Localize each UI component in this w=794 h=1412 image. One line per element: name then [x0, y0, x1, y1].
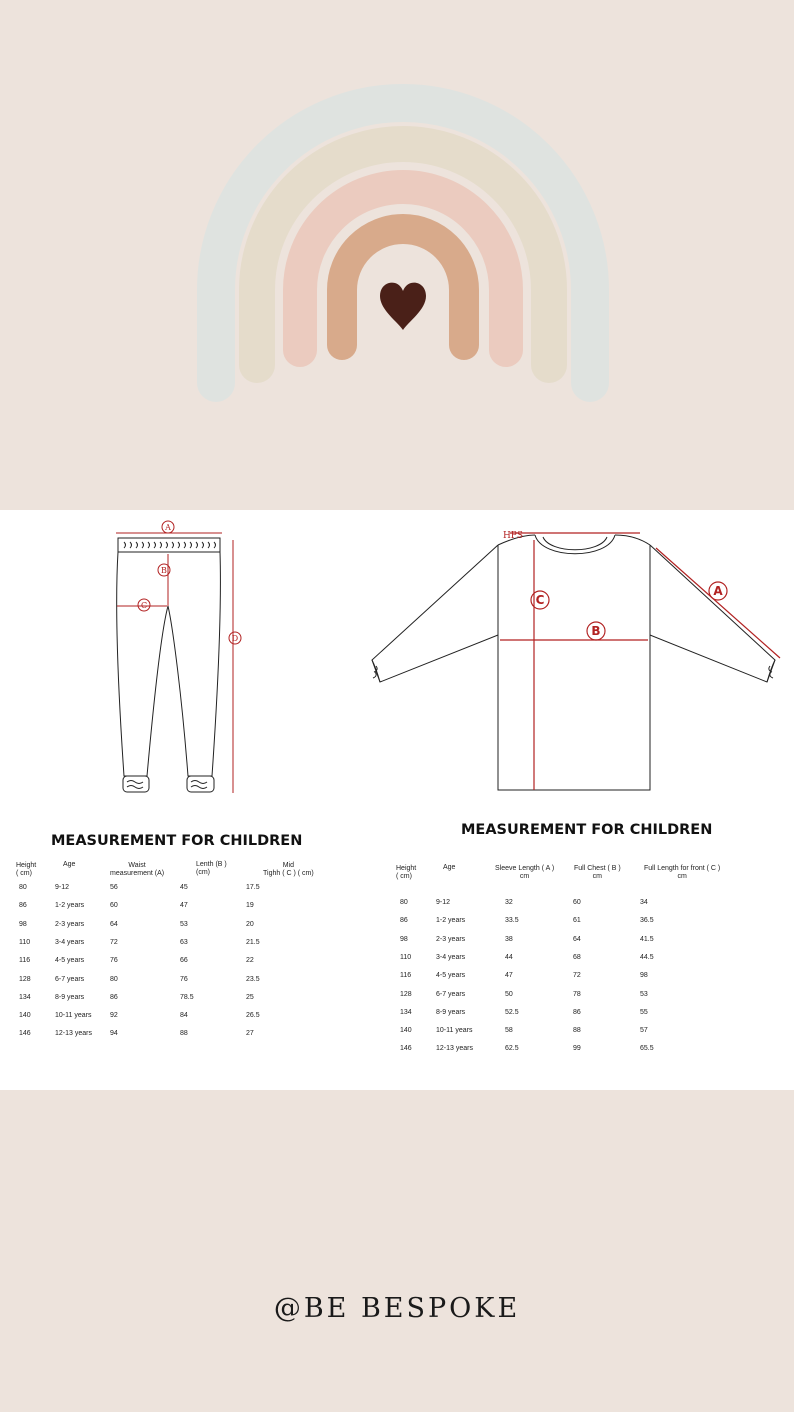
pants-table-cell: 9-12	[55, 884, 70, 891]
top-table-cell: 134	[400, 1008, 412, 1016]
top-table-cell: 44.5	[640, 953, 654, 961]
top-diagram	[360, 520, 790, 800]
rainbow-illustration	[0, 0, 794, 510]
top-table-cell: 68	[573, 953, 581, 961]
top-sleeve-left	[372, 545, 498, 682]
pants-table-cell: 140	[19, 1012, 31, 1020]
top-table-cell: 2-3 years	[436, 935, 466, 943]
pants-table-cell: 63	[180, 938, 188, 946]
pants-table-cell: 10-11 years	[55, 1012, 92, 1020]
pants-table-cell: 56	[110, 884, 118, 891]
pants-table-cell: 78.5	[180, 993, 194, 1001]
pants-table-cell: 3-4 years	[55, 938, 85, 946]
top-table-cell: 64	[573, 935, 581, 943]
pants-table-cell: 88	[180, 1030, 188, 1038]
pants-table-cell: 86	[19, 902, 27, 910]
pants-table-cell: 25	[246, 993, 254, 1001]
top-table-cell: 50	[505, 990, 513, 998]
top-table-cell: 34	[640, 899, 648, 906]
brand-name: @BE BESPOKE	[273, 1293, 521, 1324]
top-table-cell: 58	[505, 1027, 513, 1035]
top-table-cell: 86	[400, 917, 408, 925]
top-table-cell: 140	[400, 1027, 412, 1035]
pants-table-cell: 86	[110, 993, 118, 1001]
top-table-cell: 9-12	[436, 899, 451, 906]
top-table-cell: 110	[400, 953, 412, 961]
top-table-cell: 65.5	[640, 1045, 654, 1053]
top-header-height: Height ( cm)	[396, 865, 417, 880]
pants-outline	[117, 552, 221, 776]
top-collar	[543, 537, 607, 550]
top-table-cell: 38	[505, 935, 513, 943]
pants-table-cell: 72	[110, 938, 118, 946]
top-table-cell: 52.5	[505, 1008, 519, 1016]
pants-table-cell: 80	[19, 884, 27, 891]
top-table-cell: 55	[640, 1008, 648, 1016]
pants-table-cell: 98	[19, 920, 27, 928]
pants-table-cell: 94	[110, 1030, 118, 1038]
top-sleeve-right	[650, 545, 775, 682]
top-table-title: MEASUREMENT FOR CHILDREN	[461, 822, 713, 838]
top-label-b: B	[591, 624, 601, 638]
pants-table-cell: 6-7 years	[55, 975, 85, 983]
pants-table-cell: 19	[246, 902, 254, 910]
top-table-cell: 98	[400, 935, 408, 943]
pants-table-cell: 76	[110, 957, 118, 965]
top-table-cell: 33.5	[505, 917, 519, 925]
top-table-cell: 98	[640, 972, 648, 980]
footer-panel	[0, 1090, 794, 1412]
top-table-cell: 6-7 years	[436, 990, 466, 998]
pants-label-d: D	[231, 634, 239, 643]
pants-table-cell: 80	[110, 975, 118, 983]
pants-cuff-right	[187, 776, 214, 792]
top-table-cell: 86	[573, 1008, 581, 1016]
top-table-cell: 116	[400, 972, 412, 980]
pants-header-height: Height ( cm)	[16, 862, 37, 877]
pants-table-cell: 53	[180, 920, 188, 928]
top-table-cell: 41.5	[640, 935, 654, 943]
top-table-cell: 62.5	[505, 1045, 519, 1053]
pants-table-cell: 8-9 years	[55, 993, 85, 1001]
top-table-cell: 1-2 years	[436, 917, 466, 925]
pants-table-title: MEASUREMENT FOR CHILDREN	[51, 833, 303, 849]
pants-label-c: C	[140, 601, 148, 610]
pants-label-b: B	[161, 566, 167, 575]
top-table-cell: 53	[640, 990, 648, 998]
top-table-cell: 44	[505, 953, 513, 961]
top-label-hps: HPS	[502, 531, 524, 541]
pants-table-cell: 45	[180, 884, 188, 891]
pants-header-waist: Waist measurement (A)	[110, 862, 165, 877]
pants-table-cell: 92	[110, 1012, 118, 1020]
top-table-cell: 8-9 years	[436, 1008, 466, 1016]
rainbow-banner	[0, 0, 794, 510]
pants-table-cell: 134	[19, 993, 31, 1001]
top-table-cell: 10-11 years	[436, 1027, 473, 1035]
top-table-cell: 12-13 years	[436, 1045, 473, 1053]
top-table-cell: 36.5	[640, 917, 654, 925]
top-table-cell: 72	[573, 972, 581, 980]
pants-table-cell: 2-3 years	[55, 920, 85, 928]
pants-table-cell: 20	[246, 920, 254, 928]
pants-table-cell: 64	[110, 920, 118, 928]
top-label-c: C	[535, 593, 545, 607]
pants-table-cell: 26.5	[246, 1012, 260, 1020]
top-table-cell: 47	[505, 972, 513, 980]
pants-header-length: Lenth (B ) (cm)	[196, 861, 227, 876]
top-table-cell: 32	[505, 899, 513, 906]
pants-table-cell: 60	[110, 902, 118, 910]
top-header-sleeve: Sleeve Length ( A ) cm	[495, 865, 555, 880]
pants-table-cell: 22	[246, 957, 254, 965]
pants-header-mid-thigh: Mid Tighh ( C ) ( cm)	[263, 862, 314, 877]
top-body-outline	[498, 545, 650, 790]
pants-label-a: A	[165, 523, 171, 532]
pants-table-cell: 27	[246, 1030, 254, 1038]
top-label-a: A	[713, 584, 723, 598]
pants-diagram	[100, 518, 260, 803]
top-header-age: Age	[443, 864, 456, 871]
top-table-cell: 60	[573, 899, 581, 906]
pants-waistband	[118, 538, 220, 552]
pants-table-cell: 128	[19, 975, 31, 983]
top-table-cell: 61	[573, 917, 581, 925]
pants-table-cell: 23.5	[246, 975, 260, 983]
top-table-cell: 128	[400, 990, 412, 998]
pants-table-cell: 1-2 years	[55, 902, 85, 910]
pants-table-cell: 17.5	[246, 884, 260, 891]
top-table-cell: 3-4 years	[436, 953, 466, 961]
pants-table-cell: 12-13 years	[55, 1030, 92, 1038]
top-table-cell: 78	[573, 990, 581, 998]
top-table-cell: 80	[400, 899, 408, 906]
pants-table-cell: 4-5 years	[55, 957, 85, 965]
pants-table-cell: 146	[19, 1030, 31, 1038]
pants-table-cell: 116	[19, 957, 31, 965]
top-table-cell: 57	[640, 1027, 648, 1035]
pants-table-cell: 110	[19, 938, 31, 946]
heart-icon	[380, 283, 426, 330]
pants-cuff-left	[123, 776, 149, 792]
top-table-cell: 99	[573, 1045, 581, 1053]
pants-table-cell: 76	[180, 975, 188, 983]
top-table-cell: 88	[573, 1027, 581, 1035]
top-table-cell: 146	[400, 1045, 412, 1053]
top-header-full-length: Full Length for front ( C ) cm	[644, 865, 721, 880]
pants-table-cell: 47	[180, 902, 188, 910]
pants-table-cell: 84	[180, 1012, 188, 1020]
pants-table-cell: 66	[180, 957, 188, 965]
pants-table-cell: 21.5	[246, 938, 260, 946]
top-header-chest: Full Chest ( B ) cm	[574, 865, 621, 880]
pants-header-age: Age	[63, 861, 76, 868]
top-table-cell: 4-5 years	[436, 972, 466, 980]
